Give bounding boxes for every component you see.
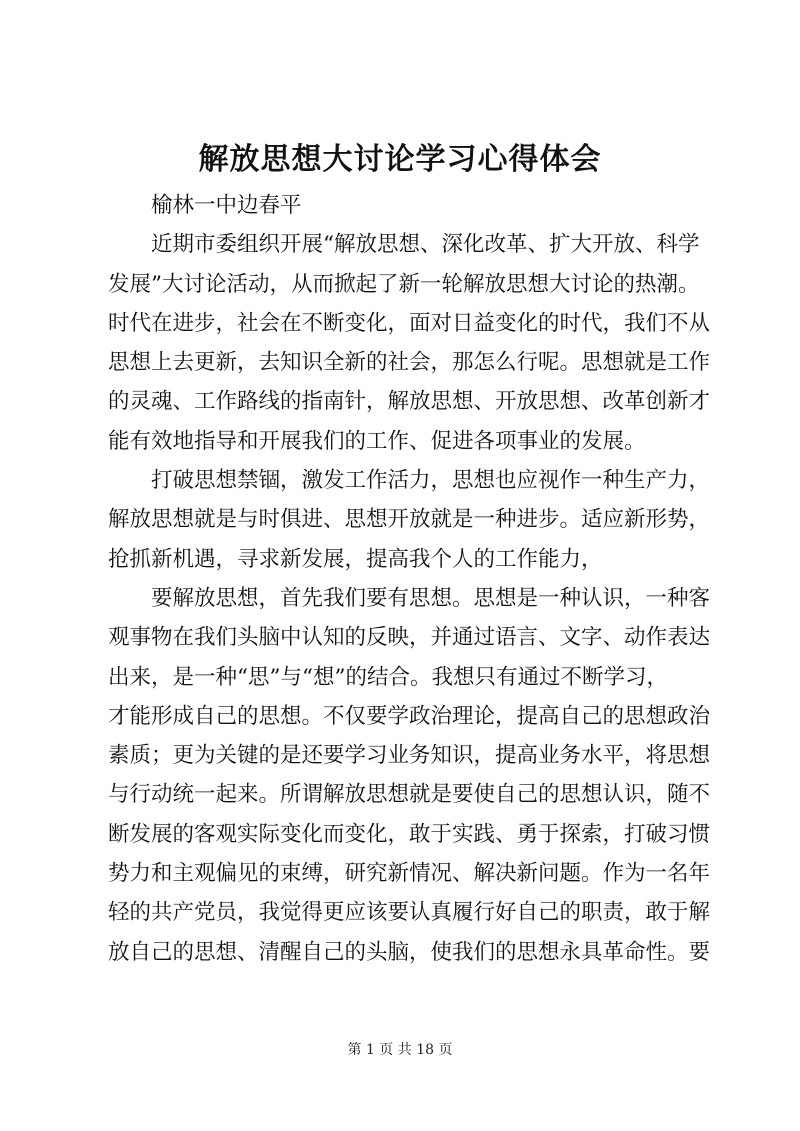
paragraph-1-line-6: 能有效地指导和开展我们的工作、促进各项事业的发展。 [108, 428, 646, 454]
document-body [108, 186, 712, 972]
paragraph-3-line-5: 素质；更为关键的是还要学习业务知识，提高业务水平，将思想 [108, 743, 711, 769]
paragraph-3-line-1: 要解放思想，首先我们要有思想。思想是一种认识，一种客 [151, 585, 711, 611]
paragraph-2-line-2: 解放思想就是与时俱进、思想开放就是一种进步。适应新形势， [108, 507, 711, 533]
paragraph-3-line-10: 放自己的思想、清醒自己的头脑，使我们的思想永具革命性。要 [108, 939, 711, 965]
paragraph-3-line-3: 出来，是一种“思”与“想”的结合。我想只有通过不断学习， [108, 664, 668, 690]
paragraph-3-line-2: 观事物在我们头脑中认知的反映，并通过语言、文字、动作表达 [108, 625, 711, 651]
paragraph-1-line-3: 时代在进步，社会在不断变化，面对日益变化的时代，我们不从 [108, 310, 711, 336]
paragraph-1-line-2: 发展”大讨论活动，从而掀起了新一轮解放思想大讨论的热潮。 [108, 271, 700, 297]
paragraph-3-line-8: 势力和主观偏见的束缚，研究新情况、解决新问题。作为一名年 [108, 861, 711, 887]
paragraph-2-line-3: 抢抓新机遇，寻求新发展，提高我个人的工作能力， [108, 546, 603, 572]
paragraph-3-line-6: 与行动统一起来。所谓解放思想就是要使自己的思想认识，随不 [108, 782, 711, 808]
author-line: 榆林一中边春平 [151, 193, 302, 218]
paragraph-2-line-1: 打破思想禁锢，激发工作活力，思想也应视作一种生产力， [151, 468, 711, 494]
paragraph-1-line-1: 近期市委组织开展“解放思想、深化改革、扩大开放、科学 [151, 232, 700, 258]
document-title: 解放思想大讨论学习心得体会 [198, 142, 602, 177]
paragraph-1-line-5: 的灵魂、工作路线的指南针，解放思想、开放思想、改革创新才 [108, 389, 711, 415]
paragraph-1-line-4: 思想上去更新，去知识全新的社会，那怎么行呢。思想就是工作 [108, 350, 711, 376]
page-number-footer: 第 1 页 共 18 页 [347, 1042, 453, 1058]
paragraph-3-line-4: 才能形成自己的思想。不仅要学政治理论，提高自己的思想政治 [108, 703, 711, 729]
paragraph-3-line-7: 断发展的客观实际变化而变化，敢于实践、勇于探索，打破习惯 [108, 821, 711, 847]
paragraph-3-line-9: 轻的共产党员，我觉得更应该要认真履行好自己的职责，敢于解 [108, 900, 711, 926]
